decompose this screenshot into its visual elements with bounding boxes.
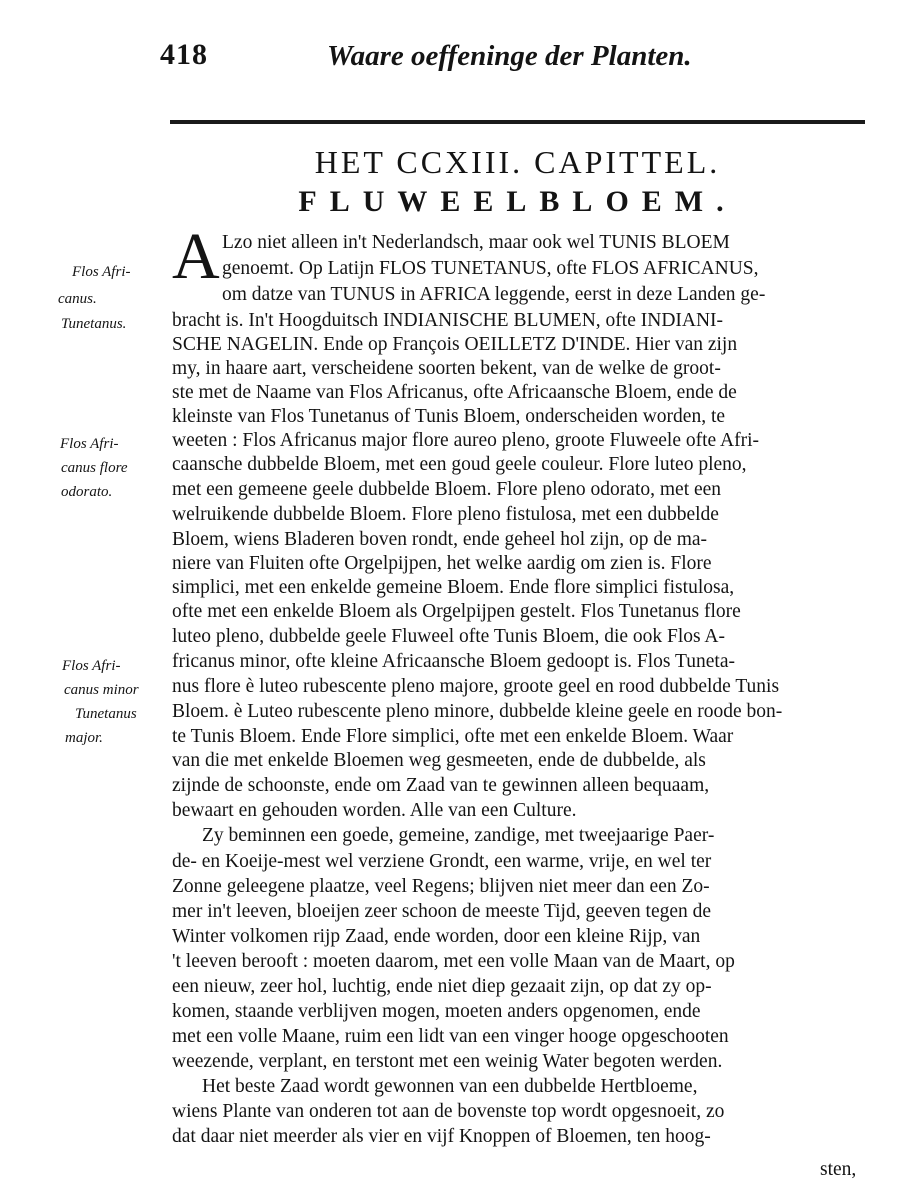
body-line: van die met enkelde Bloemen weg gesmeeten, ende de dubbelde, als xyxy=(172,750,706,771)
body-line: wiens Plante van onderen tot aan de bovenste top wordt opgesnoeit, zo xyxy=(172,1101,725,1122)
body-line: ofte met een enkelde Bloem als Orgelpijpen gestelt. Flos Tunetanus flore xyxy=(172,601,741,622)
body-line: om datze van TUNUS in AFRICA leggende, eerst in deze Landen ge- xyxy=(222,284,766,305)
body-line: SCHE NAGELIN. Ende op François OEILLETZ D'INDE. Hier van zijn xyxy=(172,334,738,355)
body-line: fricanus minor, ofte kleine Africaansche Bloem gedoopt is. Flos Tuneta- xyxy=(172,651,735,672)
margin-note: canus flore xyxy=(61,460,128,476)
body-line: sten, xyxy=(820,1159,857,1180)
body-line: ste met de Naame van Flos Africanus, ofte Africaansche Bloem, ende de xyxy=(172,382,737,403)
page-number: 418 xyxy=(160,38,208,71)
margin-note: Tunetanus. xyxy=(61,316,127,332)
body-line: Zy beminnen een goede, gemeine, zandige, met tweejaarige Paer- xyxy=(202,825,715,846)
body-line: dat daar niet meerder als vier en vijf Knoppen of Bloemen, ten hoog- xyxy=(172,1126,711,1147)
body-line: niere van Fluiten ofte Orgelpijpen, het welke aardig om zien is. Flore xyxy=(172,553,712,574)
body-line: weeten : Flos Africanus major flore aureo pleno, groote Fluweele ofte Afri- xyxy=(172,430,759,451)
margin-note: Tunetanus xyxy=(75,706,137,722)
header-rule xyxy=(170,120,865,124)
chapter-subtitle: FLUWEELBLOEM. xyxy=(298,185,737,218)
body-line: caansche dubbelde Bloem, met een goud geele couleur. Flore luteo pleno, xyxy=(172,454,747,475)
margin-note: canus. xyxy=(58,291,97,307)
margin-note: major. xyxy=(65,730,103,746)
margin-note: Flos Afri- xyxy=(72,264,131,280)
body-line: simplici, met een enkelde gemeine Bloem. Ende flore simplici fistulosa, xyxy=(172,577,735,598)
body-line: met een volle Maane, ruim een lidt van een vinger hooge opgeschooten xyxy=(172,1026,729,1047)
body-line: bracht is. In't Hoogduitsch INDIANISCHE BLUMEN, ofte INDIANI- xyxy=(172,310,724,331)
body-line: mer in't leeven, bloeijen zeer schoon de meeste Tijd, geeven tegen de xyxy=(172,901,712,922)
body-line: luteo pleno, dubbelde geele Fluweel ofte Tunis Bloem, die ook Flos A- xyxy=(172,626,725,647)
body-line: 't leeven berooft : moeten daarom, met een volle Maan van de Maart, op xyxy=(172,951,735,972)
body-line: welruikende dubbelde Bloem. Flore pleno fistulosa, met een dubbelde xyxy=(172,504,719,525)
running-head: Waare oeffeninge der Planten. xyxy=(327,40,692,72)
body-line: my, in haare aart, verscheidene soorten bekent, van de welke de groot- xyxy=(172,358,721,379)
margin-note: odorato. xyxy=(61,484,113,500)
body-line: zijnde de schoonste, ende om Zaad van te gewinnen alleen bequaam, xyxy=(172,775,710,796)
margin-note: Flos Afri- xyxy=(60,436,119,452)
body-line: nus flore è luteo rubescente pleno majore, groote geel en rood dubbelde Tunis xyxy=(172,676,780,697)
body-line: Het beste Zaad wordt gewonnen van een dubbelde Hertbloeme, xyxy=(202,1076,698,1097)
body-line: te Tunis Bloem. Ende Flore simplici, ofte met een enkelde Bloem. Waar xyxy=(172,726,734,747)
body-line: Zonne geleegene plaatze, veel Regens; blijven niet meer dan een Zo- xyxy=(172,876,710,897)
body-line: Lzo niet alleen in't Nederlandsch, maar ook wel TUNIS BLOEM xyxy=(222,232,730,253)
margin-note: Flos Afri- xyxy=(62,658,121,674)
body-line: weezende, verplant, en terstont met een weinig Water begoten werden. xyxy=(172,1051,723,1072)
drop-cap: A xyxy=(172,220,220,293)
body-line: Winter volkomen rijp Zaad, ende worden, door een kleine Rijp, van xyxy=(172,926,701,947)
body-line: de- en Koeije-mest wel verziene Grondt, een warme, vrije, en wel ter xyxy=(172,851,712,872)
body-line: Bloem. è Luteo rubescente pleno minore, dubbelde kleine geele en roode bon- xyxy=(172,701,783,722)
body-line: bewaart en gehouden worden. Alle van een Culture. xyxy=(172,800,577,821)
body-line: genoemt. Op Latijn FLOS TUNETANUS, ofte FLOS AFRICANUS, xyxy=(222,258,759,279)
body-line: een nieuw, zeer hol, luchtig, ende niet diep gezaait zijn, op dat zy op- xyxy=(172,976,712,997)
body-line: met een gemeene geele dubbelde Bloem. Flore pleno odorato, met een xyxy=(172,479,722,500)
body-line: Bloem, wiens Bladeren boven rondt, ende geheel hol zijn, op de ma- xyxy=(172,529,708,550)
body-line: komen, staande verblijven mogen, moeten anders opgenomen, ende xyxy=(172,1001,701,1022)
body-line: kleinste van Flos Tunetanus of Tunis Bloem, onderscheiden worden, te xyxy=(172,406,726,427)
chapter-title: HET CCXIII. CAPITTEL. xyxy=(314,144,721,180)
margin-note: canus minor xyxy=(64,682,139,698)
